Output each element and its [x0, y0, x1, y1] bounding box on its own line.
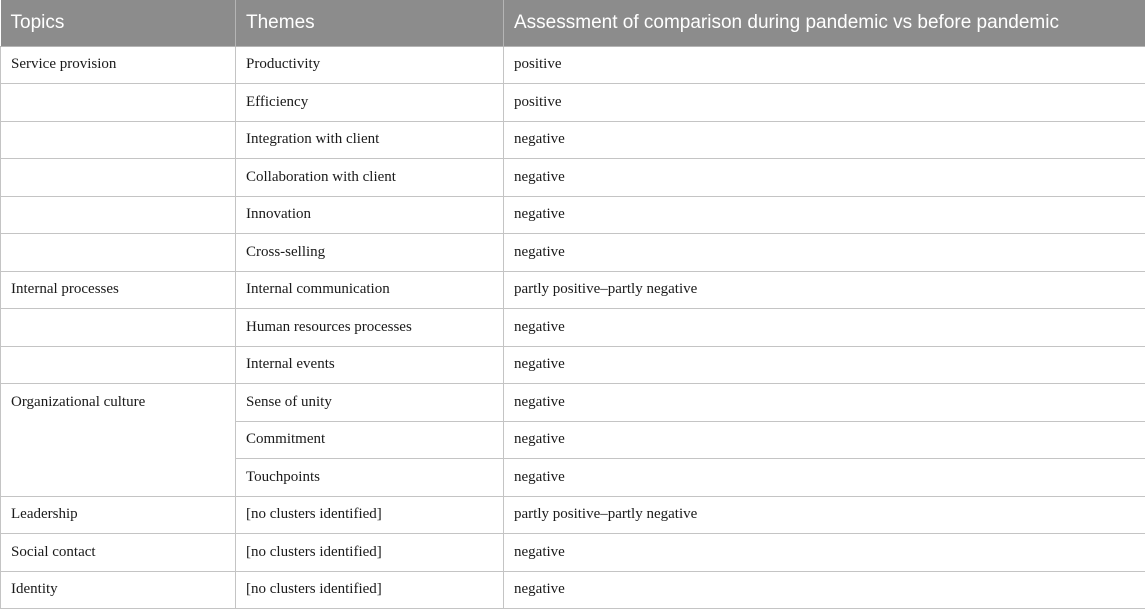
- theme-cell: Internal communication: [236, 271, 504, 309]
- table-row: [1, 121, 1145, 159]
- theme-cell: Efficiency: [236, 84, 504, 122]
- topic-cell: Service provision: [1, 46, 236, 84]
- assessment-cell: negative: [504, 121, 1145, 159]
- theme-cell: Internal events: [236, 346, 504, 384]
- topic-cell: Organizational culture: [1, 384, 236, 497]
- table-row: [1, 159, 1145, 197]
- table-row: [1, 346, 1145, 384]
- topic-cell: Social contact: [1, 534, 236, 572]
- table-row: [1, 496, 1145, 534]
- header-topics: Topics: [1, 0, 236, 46]
- assessment-cell: negative: [504, 384, 1145, 422]
- assessment-cell: negative: [504, 421, 1145, 459]
- theme-cell: Touchpoints: [236, 459, 504, 497]
- topic-cell: [1, 84, 236, 122]
- topic-cell: Internal processes: [1, 271, 236, 309]
- topic-cell: [1, 121, 236, 159]
- header-assessment: Assessment of comparison during pandemic vs before pandemic: [504, 0, 1145, 46]
- topic-cell: [1, 159, 236, 197]
- assessment-cell: negative: [504, 309, 1145, 347]
- theme-cell: Sense of unity: [236, 384, 504, 422]
- header-row: [1, 0, 1145, 46]
- table-row: [1, 571, 1145, 609]
- theme-cell: Collaboration with client: [236, 159, 504, 197]
- assessment-cell: negative: [504, 534, 1145, 572]
- assessment-cell: negative: [504, 346, 1145, 384]
- table-row: [1, 384, 1145, 422]
- table-row: [1, 234, 1145, 272]
- topic-cell: [1, 309, 236, 347]
- assessment-cell: negative: [504, 234, 1145, 272]
- topic-cell: [1, 196, 236, 234]
- theme-cell: Productivity: [236, 46, 504, 84]
- theme-cell: [no clusters identified]: [236, 496, 504, 534]
- table-row: [1, 46, 1145, 84]
- assessment-cell: negative: [504, 159, 1145, 197]
- topic-cell: Leadership: [1, 496, 236, 534]
- theme-cell: Cross-selling: [236, 234, 504, 272]
- theme-cell: [no clusters identified]: [236, 534, 504, 572]
- table-row: [1, 84, 1145, 122]
- table-row: [1, 271, 1145, 309]
- theme-cell: [no clusters identified]: [236, 571, 504, 609]
- topic-cell: [1, 346, 236, 384]
- assessment-cell: partly positive–partly negative: [504, 496, 1145, 534]
- topic-cell: [1, 234, 236, 272]
- theme-cell: Human resources processes: [236, 309, 504, 347]
- table-row: [1, 534, 1145, 572]
- theme-cell: Commitment: [236, 421, 504, 459]
- assessment-cell: negative: [504, 196, 1145, 234]
- assessment-cell: partly positive–partly negative: [504, 271, 1145, 309]
- topic-cell: Identity: [1, 571, 236, 609]
- table-row: [1, 309, 1145, 347]
- assessment-cell: positive: [504, 46, 1145, 84]
- assessment-cell: negative: [504, 459, 1145, 497]
- assessment-cell: positive: [504, 84, 1145, 122]
- header-themes: Themes: [236, 0, 504, 46]
- assessment-cell: negative: [504, 571, 1145, 609]
- theme-cell: Innovation: [236, 196, 504, 234]
- table-row: [1, 196, 1145, 234]
- theme-cell: Integration with client: [236, 121, 504, 159]
